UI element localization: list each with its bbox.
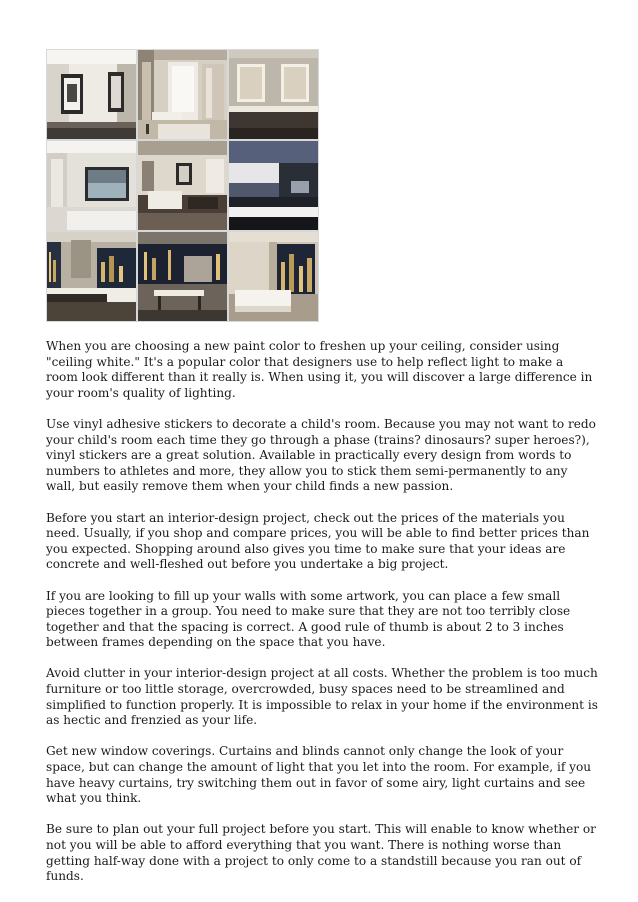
room-photo-city-kitchen-icon (47, 232, 136, 321)
room-photo-living-area-icon (138, 141, 227, 230)
paragraph-plan-project: Be sure to plan out your full project before you start. This will enable to know whether or not you will be able to afford everything that you want. There is nothing worse than getting half-way done with a project to only come to a standstill because you ran out of funds. (46, 822, 596, 884)
paragraph-compare-prices: Before you start an interior-design project, check out the prices of the materials you need. Usually, if you shop and compare prices, you will be able to find better prices than you expected. Shopping around also gives you time to make sure that your ideas are concrete and well-fleshed out before you undertake a big project. (46, 510, 590, 572)
document-page (46, 49, 598, 900)
room-photo-bathroom-vanity-icon (138, 50, 227, 139)
interior-photo-grid (46, 49, 319, 322)
article-body (46, 339, 598, 885)
paragraph-artwork-grouping: If you are looking to fill up your walls with some artwork, you can place a few small pieces together in a group. You need to make sure that they are not too terribly close together and that the spacing is correct. A good rule of thumb is about 2 to 3 inches between frames depending on the space that you have. (46, 588, 571, 650)
room-photo-bedroom-art-icon (47, 141, 136, 230)
room-photo-gallery-wall-icon (47, 50, 136, 139)
paragraph-avoid-clutter: Avoid clutter in your interior-design project at all costs. Whether the problem is too much furniture or too little storage, overcrowded, busy spaces need to be streamlined and simplified to function properly. It is impossible to relax in your home if the environment is as hectic and frenzied as your life. (46, 666, 598, 728)
room-photo-dark-kitchen-icon (229, 141, 318, 230)
paragraph-ceiling-white: When you are choosing a new paint color to freshen up your ceiling, consider using "ceiling white." It's a popular color that designers use to help reflect light to make a room look different than it really is. When using it, you will discover a large difference in your room's quality of lighting. (46, 339, 593, 400)
paragraph-vinyl-stickers: Use vinyl adhesive stickers to decorate a child's room. Because you may not want to redo your child's room each time they go through a phase (trains? dinosaurs? super heroes?), vinyl stickers are a great solution. Available in practically every design from words to numbers to athletes and more, they allow you to stick them semi-permanently to any wall, but easily remove them when your child finds a new passion. (46, 416, 596, 494)
room-photo-mirrors-icon (229, 50, 318, 139)
room-photo-dining-night-icon (138, 232, 227, 321)
room-photo-bedroom-window-icon (229, 232, 318, 321)
paragraph-window-coverings: Get new window coverings. Curtains and blinds cannot only change the look of your space, but can change the amount of light that you let into the room. For example, if you have heavy curtains, try switching them out in favor of some airy, light curtains and see what you think. (46, 744, 592, 806)
